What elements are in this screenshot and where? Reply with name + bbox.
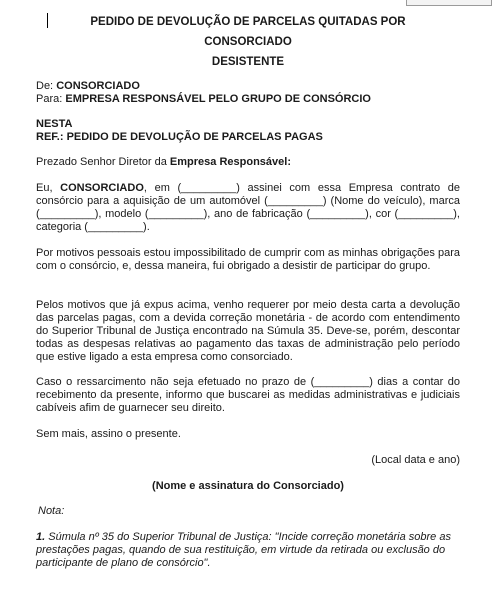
from-value: CONSORCIADO bbox=[56, 80, 140, 92]
signature-line: (Nome e assinatura do Consorciado) bbox=[152, 480, 344, 492]
document-title bbox=[48, 12, 448, 72]
corner-tab[interactable] bbox=[406, 0, 492, 6]
paragraph-4: Caso o ressarcimento não seja efetuado no prazo de (_________) dias a contar do recebimento da presente, informo que buscarei as medidas administrativas e judiciais cabíveis afim de guarnecer seu direito. bbox=[36, 376, 460, 414]
ref-value: PEDIDO DE DEVOLUÇÃO DE PARCELAS PAGAS bbox=[66, 131, 323, 143]
paragraph-3: Pelos motivos que já expus acima, venho requerer por meio desta carta a devolução das parcelas pagas, com a devida correção monetária - de acordo com entendimento do Superior Tribunal de Justiça encontrado na Súmula 35. Deve-se, porém, descontar todas as despesas relativas ao pagamento das taxas de administração pelo período que estive ligado a esta empresa como consorciado. bbox=[36, 299, 460, 363]
consorciado-name: CONSORCIADO bbox=[60, 182, 144, 194]
footnote-number: 1. bbox=[36, 531, 46, 543]
closing-line: Sem mais, assino o presente. bbox=[36, 428, 181, 440]
footnote bbox=[36, 531, 460, 570]
ref-line: REF.: PEDIDO DE DEVOLUÇÃO DE PARCELAS PAGAS bbox=[36, 131, 323, 143]
footnote-text: Súmula nº 35 do Superior Tribunal de Justiça: "Incide correção monetária sobre as prestações pagas, quando de sua restituição, em virtude da retirada ou exclusão do participante de plano de consórcio". bbox=[36, 531, 451, 569]
to-value: EMPRESA RESPONSÁVEL PELO GRUPO DE CONSÓRCIO bbox=[65, 93, 371, 105]
nesta-line: NESTA bbox=[36, 118, 73, 130]
note-label: Nota: bbox=[38, 505, 65, 517]
to-line: Para: EMPRESA RESPONSÁVEL PELO GRUPO DE CONSÓRCIO bbox=[36, 93, 371, 105]
paragraph-2: Por motivos pessoais estou impossibilitado de cumprir com as minhas obrigações para com o consórcio, e, dessa maneira, fui obrigado a desistir de participar do grupo. bbox=[36, 247, 460, 272]
from-line: De: CONSORCIADO bbox=[36, 80, 140, 92]
title-line-2: DESISTENTE bbox=[211, 56, 285, 68]
place-date: (Local data e ano) bbox=[371, 454, 460, 466]
sender-recipient bbox=[36, 80, 460, 106]
title-line-1: PEDIDO DE DEVOLUÇÃO DE PARCELAS QUITADAS POR CONSORCIADO bbox=[90, 16, 406, 48]
paragraph-1: Eu, CONSORCIADO, em (_________) assinei com essa Empresa contrato de consórcio para a aquisição de um automóvel (_________) (Nome do veículo), marca (_________), modelo (_________), ano de fabricação (_________), cor (_________), categoria (_________). bbox=[36, 182, 460, 233]
greeting: Prezado Senhor Diretor da Empresa Responsável: bbox=[36, 156, 291, 168]
greeting-recipient: Empresa Responsável: bbox=[169, 156, 291, 168]
reference-block bbox=[36, 118, 460, 144]
